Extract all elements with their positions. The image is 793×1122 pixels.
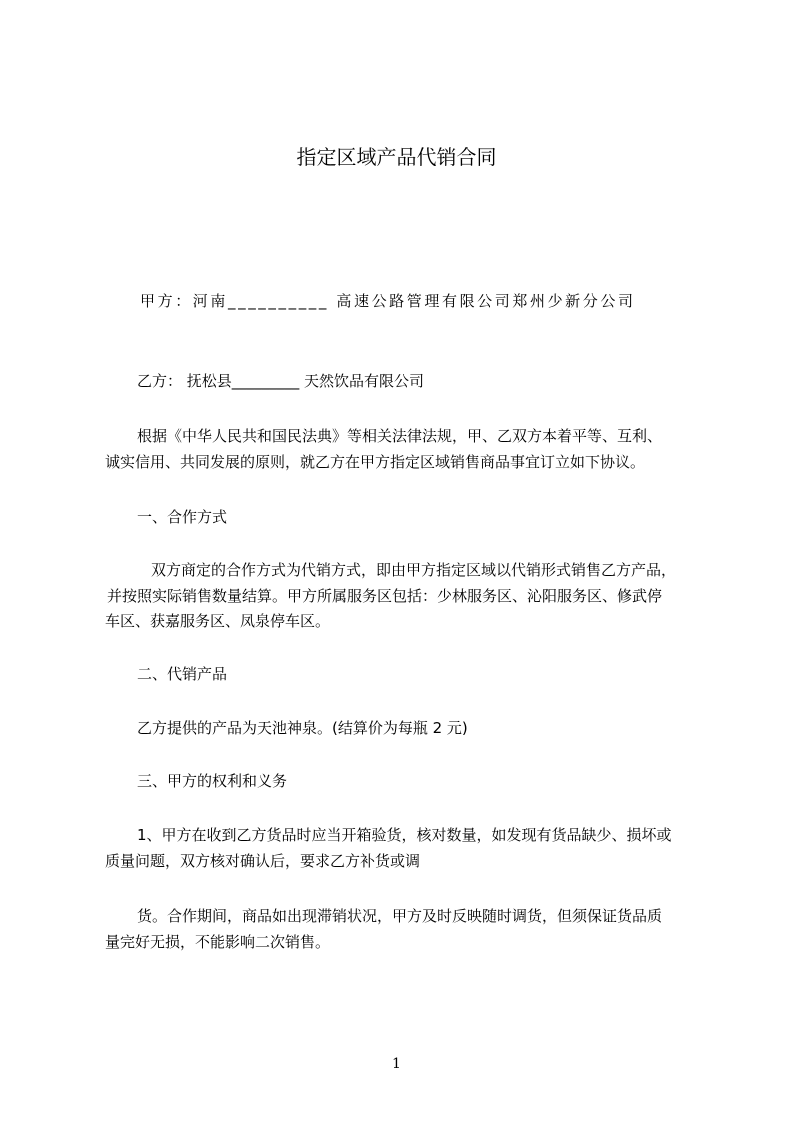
preamble-line-2: 诚实信用、共同发展的原则，就乙方在甲方指定区域销售商品事宜订立如下协议。 — [105, 453, 646, 471]
section2-heading: 二、代销产品 — [137, 665, 228, 683]
party-a-line: 甲方：河南__________ 高速公路管理有限公司郑州少新分公司 — [140, 292, 636, 310]
section3-line-2: 质量问题，双方核对确认后，要求乙方补货或调 — [105, 852, 421, 870]
section3-line-3: 货。合作期间，商品如出现滞销状况，甲方及时反映随时调货，但须保证货品质 — [137, 907, 663, 925]
section3-line-4: 量完好无损，不能影响二次销售。 — [105, 933, 331, 951]
section1-line-3: 车区、获嘉服务区、凤泉停车区。 — [105, 612, 331, 630]
preamble-line-1: 根据《中华人民共和国民法典》等相关法律法规，甲、乙双方本着平等、互利、 — [137, 427, 663, 445]
section1-heading: 一、合作方式 — [137, 508, 228, 526]
contract-title: 指定区域产品代销合同 — [296, 145, 497, 169]
section2-line-1: 乙方提供的产品为天池神泉。(结算价为每瓶 2 元) — [137, 719, 468, 737]
section3-heading: 三、甲方的权利和义务 — [137, 772, 288, 790]
page-number: 1 — [392, 1056, 401, 1072]
party-b-line: 乙方： 抚松县_________ 天然饮品有限公司 — [137, 372, 425, 390]
section1-line-1: 双方商定的合作方式为代销方式，即由甲方指定区域以代销形式销售乙方产品， — [151, 561, 677, 579]
section1-line-2: 并按照实际销售数量结算。甲方所属服务区包括：少林服务区、沁阳服务区、修武停 — [107, 587, 663, 605]
section3-line-1: 1、甲方在收到乙方货品时应当开箱验货，核对数量，如发现有货品缺少、损坏或 — [137, 826, 672, 844]
